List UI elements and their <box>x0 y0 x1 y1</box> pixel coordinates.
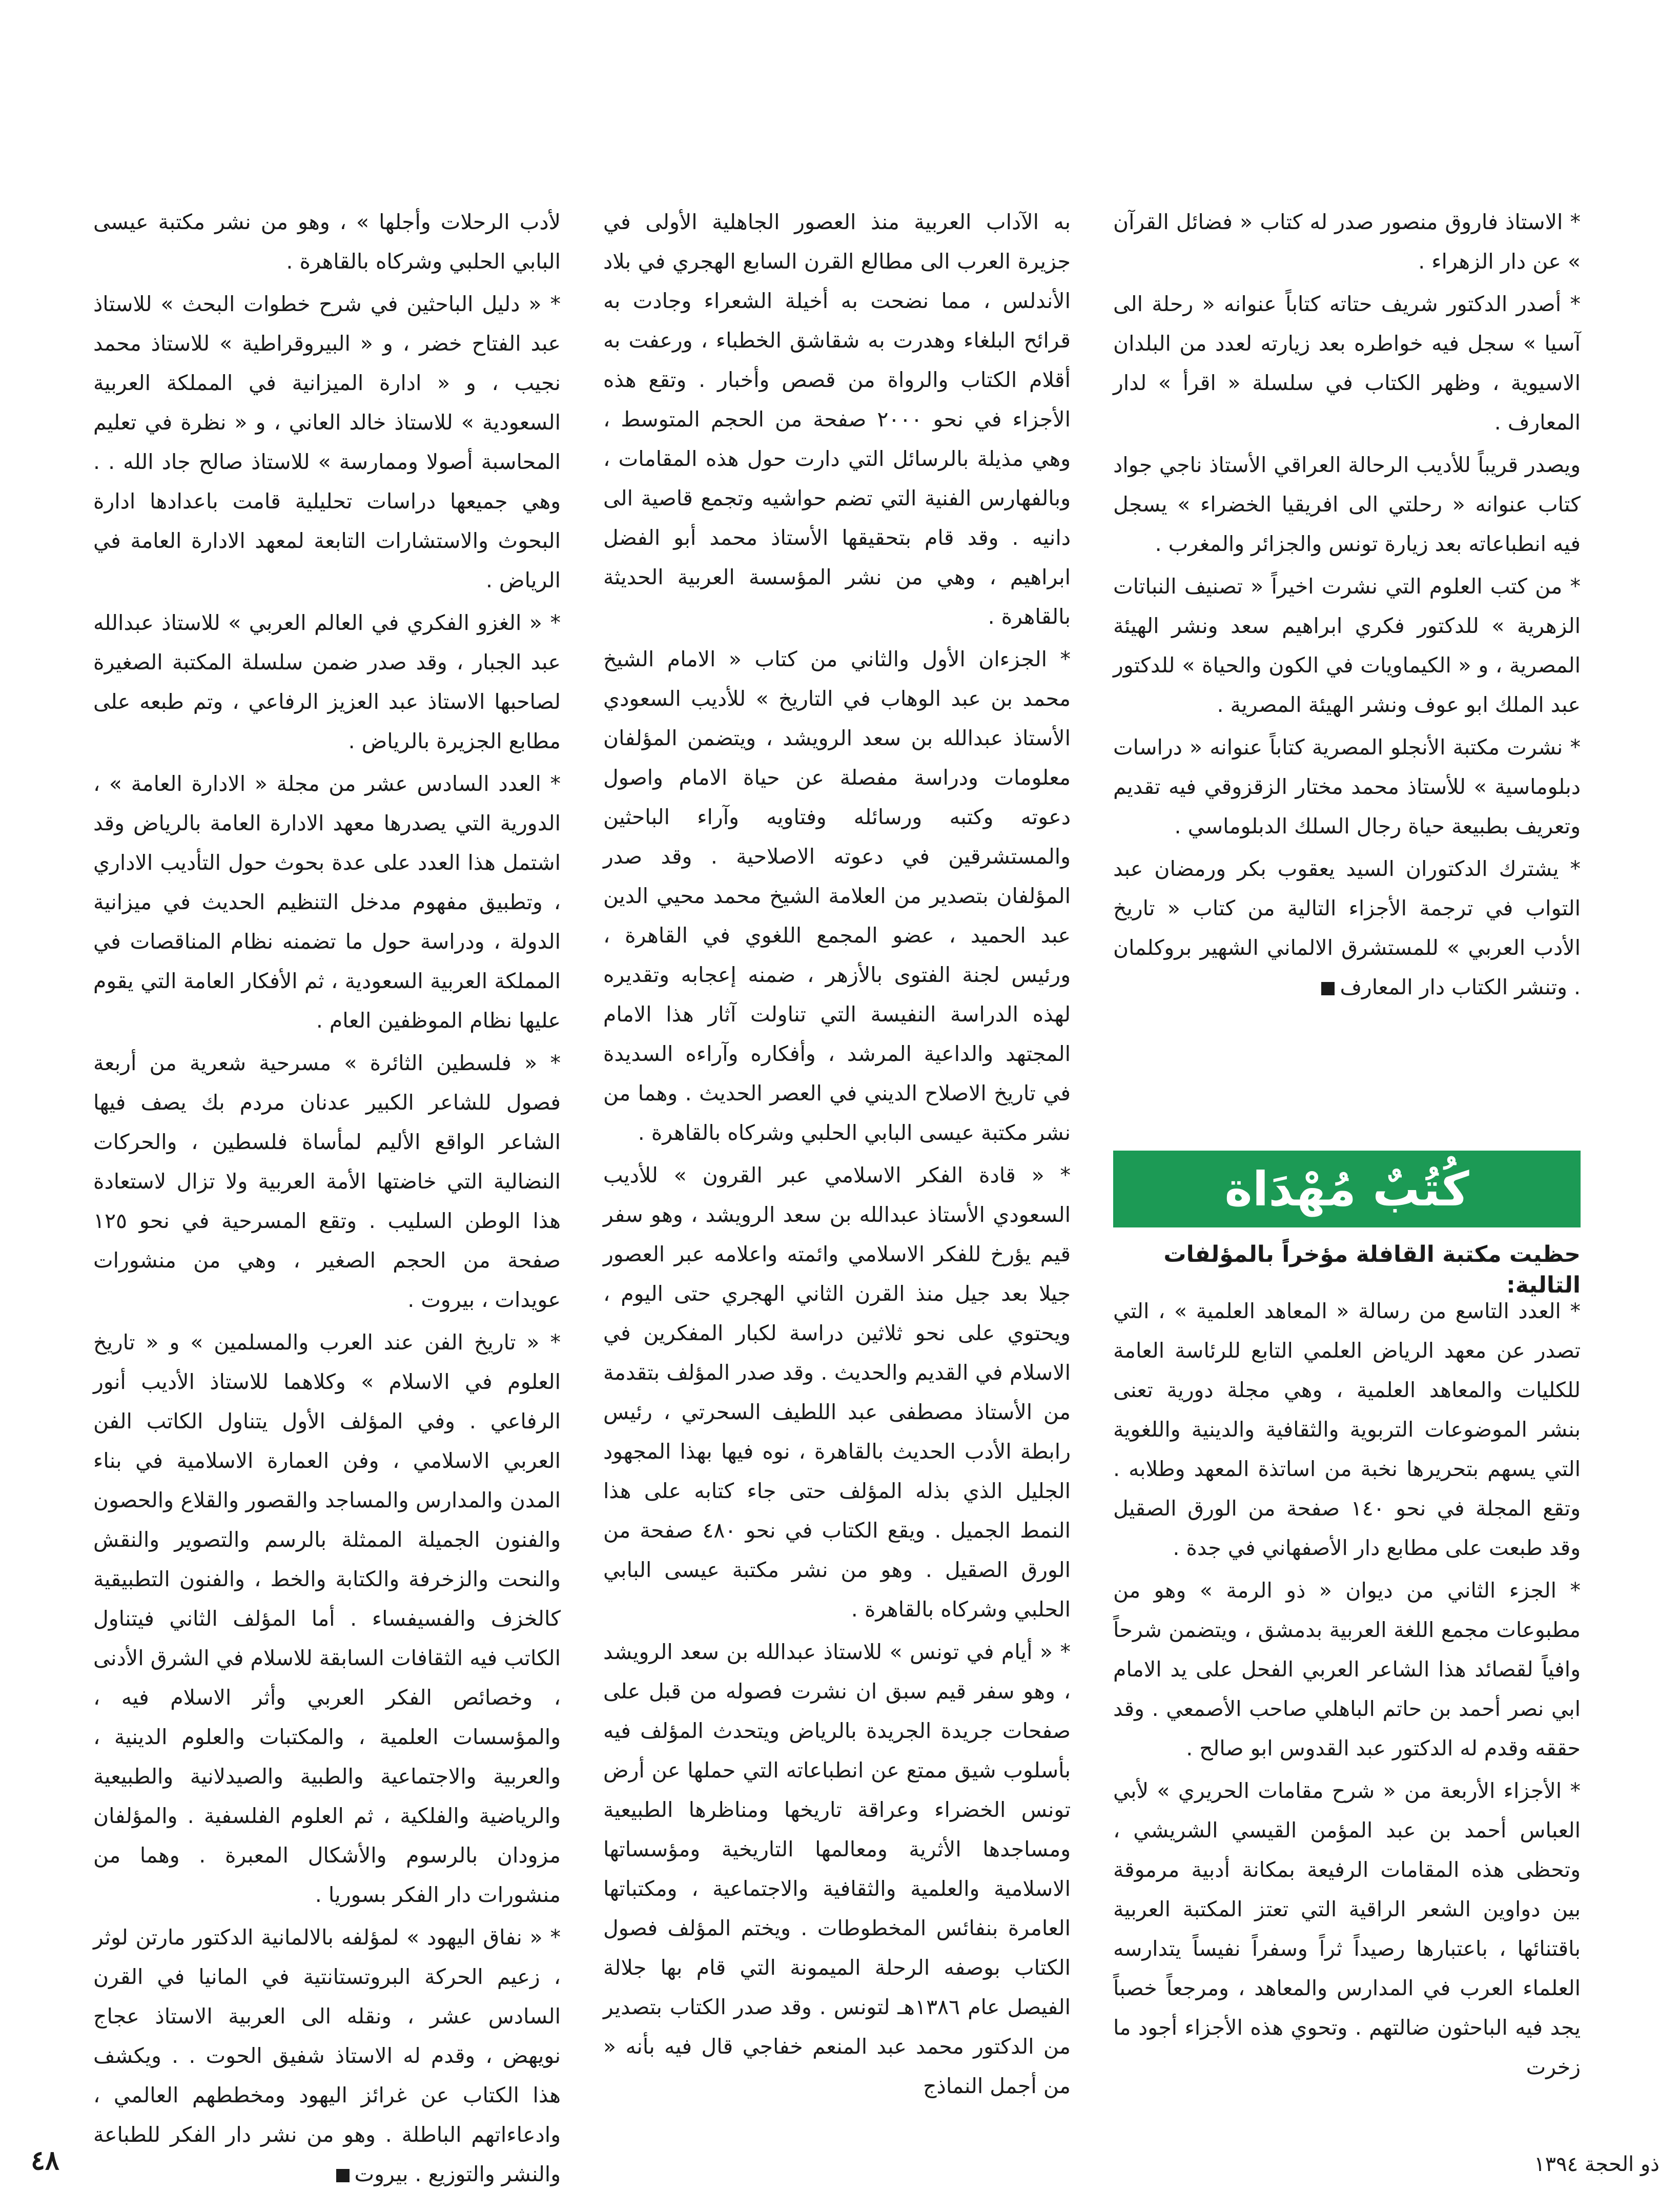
book-item: * « دليل الباحثين في شرح خطوات البحث » للاستاذ عبد الفتاح خضر ، و « البيروقراطية » للاستاذ محمد نجيب ، و « ادارة الميزانية في المملكة العربية السعودية » للاستاذ خالد العاني ، و « نظرة في تعليم المحاسبة أصولا وممارسة » للاستاذ صالح جاد الله . . وهي جميعها دراسات تحليلية قامت باعدادها ادارة البحوث والاستشارات التابعة لمعهد الادارة العامة في الرياض . <box>93 292 561 592</box>
book-item: لأدب الرحلات وأجلها » ، وهو من نشر مكتبة عيسى البابي الحلبي وشركاه بالقاهرة . <box>93 210 561 274</box>
section-banner <box>1113 1151 1581 1227</box>
book-item: * « أيام في تونس » للاستاذ عبدالله بن سعد الرويشد ، وهو سفر قيم سبق ان نشرت فصوله من قبل على صفحات جريدة الجريدة بالرياض ويتحدث المؤلف فيه بأسلوب شيق ممتع عن انطباعاته التي حملها عن أرض تونس الخضراء وعراقة تاريخها ومناظرها الطبيعية ومساجدها الأثرية ومعالمها التاريخية ومؤسساتها الاسلامية والعلمية والثقافية والاجتماعية ، ومكتباتها العامرة بنفائس المخطوطات . ويختم المؤلف فصول الكتاب بوصفه الرحلة الميمونة التي قام بها جلالة الفيصل عام ١٣٨٦هـ لتونس . وقد صدر الكتاب بتصدير من الدكتور محمد عبد المنعم خفاجي قال فيه بأنه « من أجمل النماذج <box>603 1640 1071 2098</box>
book-item-text: * « نفاق اليهود » لمؤلفه بالالمانية الدكتور مارتن لوثر ، زعيم الحركة البروتستانتية في المانيا في القرن السادس عشر ، ونقله الى العربية الاستاذ عجاج نويهض ، وقدم له الاستاذ شفيق الحوت . . ويكشف هذا الكتاب عن غرائز اليهود ومخططهم العالمي ، وادعاءاتهم الباطلة . وهو من نشر دار الفكر للطباعة والنشر والتوزيع . بيروت <box>93 1925 561 2186</box>
book-item: * « الغزو الفكري في العالم العربي » للاستاذ عبدالله عبد الجبار ، وقد صدر ضمن سلسلة المكتبة الصغيرة لصاحبها الاستاذ عبد العزيز الرفاعي ، وتم طبعه على مطابع الجزيرة بالرياض . <box>93 610 561 753</box>
end-of-section-mark <box>1321 982 1335 995</box>
news-item: * نشرت مكتبة الأنجلو المصرية كتاباً عنوانه « دراسات دبلوماسية » للأستاذ محمد مختار الزقزوقي فيه تقديم وتعريف بطبيعة حياة رجال السلك الدبلوماسي . <box>1113 735 1581 838</box>
issue-date: ذو الحجة ١٣٩٤ <box>1534 2153 1659 2176</box>
right-column-top <box>1113 202 1581 1007</box>
news-item-text: * يشترك الدكتوران السيد يعقوب بكر ورمضان عبد التواب في ترجمة الأجزاء التالية من كتاب « تاريخ الأدب العربي » للمستشرق الالماني الشهير بروكلمان . وتنشر الكتاب دار المعارف <box>1113 856 1581 999</box>
section-intro: حظيت مكتبة القافلة مؤخراً بالمؤلفات التالية: <box>1163 1241 1581 1298</box>
book-item: به الآداب العربية منذ العصور الجاهلية الأولى في جزيرة العرب الى مطالع القرن السابع الهجري في بلاد الأندلس ، مما نضحت به أخيلة الشعراء وجادت به قرائح البلغاء وهدرت به شقاشق الخطباء ، ورعفت به أقلام الكتاب والرواة من قصص وأخبار . وتقع هذه الأجزاء في نحو ٢٠٠٠ صفحة من الحجم المتوسط ، وهي مذيلة بالرسائل التي دارت حول هذه المقامات ، وبالفهارس الفنية التي تضم حواشيه وتجمع قاصية الى دانيه . وقد قام بتحقيقها الأستاذ محمد أبو الفضل ابراهيم ، وهي من نشر المؤسسة العربية الحديثة بالقاهرة . <box>603 210 1071 629</box>
news-item: * من كتب العلوم التي نشرت اخيراً « تصنيف النباتات الزهرية » للدكتور فكري ابراهيم سعد ونشر الهيئة المصرية ، و « الكيماويات في الكون والحياة » للدكتور عبد الملك ابو عوف ونشر الهيئة المصرية . <box>1113 574 1581 717</box>
news-item: * أصدر الدكتور شريف حتاته كتاباً عنوانه « رحلة الى آسيا » سجل فيه خواطره بعد زيارته لعدد من البلدان الاسيوية ، وظهر الكتاب في سلسلة « اقرأ » لدار المعارف . <box>1113 292 1581 435</box>
book-item: * « فلسطين الثائرة » مسرحية شعرية من أربعة فصول للشاعر الكبير عدنان مردم بك يصف فيها الشاعر الواقع الأليم لمأساة فلسطين ، والحركات النضالية التي خاضتها الأمة العربية ولا تزال لاستعادة هذا الوطن السليب . وتقع المسرحية في نحو ١٢٥ صفحة من الحجم الصغير ، وهي من منشورات عويدات ، بيروت . <box>93 1051 561 1312</box>
middle-column <box>603 202 1071 2106</box>
left-column <box>93 202 561 2194</box>
book-item: * « قادة الفكر الاسلامي عبر القرون » للأديب السعودي الأستاذ عبدالله بن سعد الرويشد ، وهو سفر قيم يؤرخ للفكر الاسلامي وائمته واعلامه عبر العصور جيلا بعد جيل منذ القرن الثاني الهجري حتى اليوم ، ويحتوي على نحو ثلاثين دراسة لكبار المفكرين في الاسلام في القديم والحديث . وقد صدر المؤلف بتقدمة من الأستاذ مصطفى عبد اللطيف السحرتي ، رئيس رابطة الأدب الحديث بالقاهرة ، نوه فيها بهذا المجهود الجليل الذي بذله المؤلف حتى جاء كتابه على هذا النمط الجميل . ويقع الكتاب في نحو ٤٨٠ صفحة من الورق الصقيل . وهو من نشر مكتبة عيسى البابي الحلبي وشركاه بالقاهرة . <box>603 1163 1071 1622</box>
news-item <box>1113 849 1581 1007</box>
book-item: * « تاريخ الفن عند العرب والمسلمين » و « تاريخ العلوم في الاسلام » وكلاهما للاستاذ الأديب أنور الرفاعي . وفي المؤلف الأول يتناول الكاتب الفن العربي الاسلامي ، وفن العمارة الاسلامية في بناء المدن والمدارس والمساجد والقصور والقلاع والحصون والفنون الجميلة الممثلة بالرسم والتصوير والنقش والنحت والزخرفة والكتابة والخط ، والفنون التطبيقية كالخزف والفسيفساء . أما المؤلف الثاني فيتناول الكاتب فيه الثقافات السابقة للاسلام في الشرق الأدنى ، وخصائص الفكر العربي وأثر الاسلام فيه ، والمؤسسات العلمية ، والمكتبات والعلوم الدينية ، والعربية والاجتماعية والطبية والصيدلانية والطبيعية والرياضية والفلكية ، ثم العلوم الفلسفية . والمؤلفان مزودان بالرسوم والأشكال المعبرة . وهما من منشورات دار الفكر بسوريا . <box>93 1330 561 1907</box>
book-item: * الأجزاء الأربعة من « شرح مقامات الحريري » لأبي العباس أحمد بن عبد المؤمن القيسي الشريشي ، وتحظى هذه المقامات الرفيعة بمكانة أدبية مرموقة بين دواوين الشعر الراقية التي تعتز المكتبة العربية باقتنائها ، باعتبارها رصيداً ثراً وسفراً نفيساً يتدارسه العلماء العرب في المدارس والمعاهد ، ومرجعاً خصباً يجد فيه الباحثون ضالتهم . وتحوي هذه الأجزاء أجود ما زخرت <box>1113 1778 1581 2079</box>
news-item: * الاستاذ فاروق منصور صدر له كتاب « فضائل القرآن » عن دار الزهراء . <box>1113 210 1581 274</box>
section-banner-title: كُتُبٌ مُهْدَاة <box>1224 1161 1469 1217</box>
book-item: * الجزء الثاني من ديوان « ذو الرمة » وهو من مطبوعات مجمع اللغة العربية بدمشق ، ويتضمن شرحاً وافياً لقصائد هذا الشاعر العربي الفحل على يد الامام ابي نصر أحمد بن حاتم الباهلي صاحب الأصمعي . وقد حققه وقدم له الدكتور عبد القدوس ابو صالح . <box>1113 1578 1581 1760</box>
book-item: * العدد السادس عشر من مجلة « الادارة العامة » ، الدورية التي يصدرها معهد الادارة العامة بالرياض وقد اشتمل هذا العدد على عدة بحوث حول التأديب الاداري ، وتطبيق مفهوم مدخل التنظيم الحديث في ميزانية الدولة ، ودراسة حول ما تضمنه نظام المناقصات في المملكة العربية السعودية ، ثم الأفكار العامة التي يقوم عليها نظام الموظفين العام . <box>93 771 561 1033</box>
right-column-bottom <box>1113 1292 1581 2087</box>
news-item: ويصدر قريباً للأديب الرحالة العراقي الأستاذ ناجي جواد كتاب عنوانه « رحلتي الى افريقيا الخضراء » يسجل فيه انطباعاته بعد زيارة تونس والجزائر والمغرب . <box>1113 453 1581 556</box>
end-of-section-mark <box>336 2169 350 2182</box>
book-item <box>93 1918 561 2194</box>
book-item: * العدد التاسع من رسالة « المعاهد العلمية » ، التي تصدر عن معهد الرياض العلمي التابع للرئاسة العامة للكليات والمعاهد العلمية ، وهي مجلة دورية تعنى بنشر الموضوعات التربوية والثقافية والدينية واللغوية التي يسهم بتحريرها نخبة من اساتذة المعهد وطلابه . وتقع المجلة في نحو ١٤٠ صفحة من الورق الصقيل وقد طبعت على مطابع دار الأصفهاني في جدة . <box>1113 1299 1581 1560</box>
book-item: * الجزءان الأول والثاني من كتاب « الامام الشيخ محمد بن عبد الوهاب في التاريخ » للأديب السعودي الأستاذ عبدالله بن سعد الرويشد ، ويتضمن المؤلفان معلومات ودراسة مفصلة عن حياة الامام واصول دعوته وكتبه ورسائله وفتاويه وآراء الباحثين والمستشرقين في دعوته الاصلاحية . وقد صدر المؤلفان بتصدير من العلامة الشيخ محمد محيي الدين عبد الحميد ، عضو المجمع اللغوي في القاهرة ، ورئيس لجنة الفتوى بالأزهر ، ضمنه إعجابه وتقديره لهذه الدراسة النفيسة التي تناولت آثار هذا الامام المجتهد والداعية المرشد ، وأفكاره وآراءه السديدة في تاريخ الاصلاح الديني في العصر الحديث . وهما من نشر مكتبة عيسى البابي الحلبي وشركاه بالقاهرة . <box>603 647 1071 1145</box>
page-number: ٤٨ <box>31 2145 59 2176</box>
